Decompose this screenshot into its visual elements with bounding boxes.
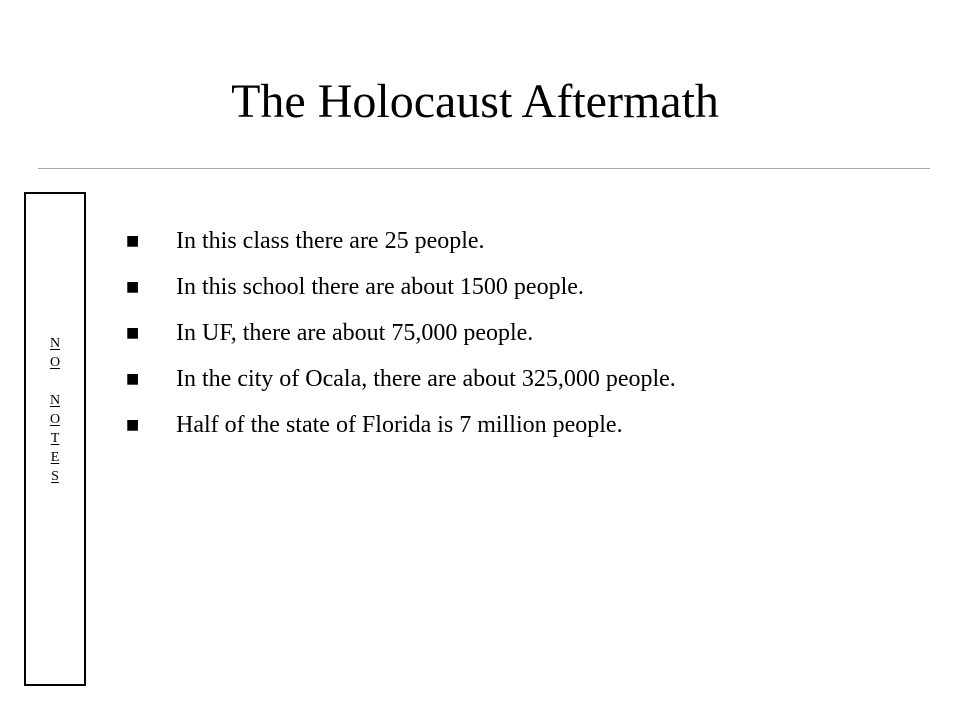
notes-letter: S <box>51 469 59 484</box>
notes-letter: T <box>50 431 60 446</box>
square-bullet-icon: ■ <box>126 233 140 249</box>
bullet-text: In the city of Ocala, there are about 325,000 people. <box>176 366 676 392</box>
notes-letter: E <box>50 450 60 465</box>
notes-letter: N <box>49 393 61 408</box>
no-notes-label <box>26 334 84 486</box>
square-bullet-icon: ■ <box>126 417 140 433</box>
bullet-item <box>120 310 920 356</box>
bullet-item <box>120 264 920 310</box>
bullet-item <box>120 402 920 448</box>
bullet-list <box>120 218 920 448</box>
bullet-item <box>120 356 920 402</box>
notes-letter: N <box>49 336 61 351</box>
bullet-text: In this school there are about 1500 people. <box>176 274 584 300</box>
square-bullet-icon: ■ <box>126 325 140 341</box>
slide-title: The Holocaust Aftermath <box>231 75 719 128</box>
notes-letter: O <box>49 355 61 370</box>
no-notes-box <box>24 192 86 686</box>
bullet-text: In this class there are 25 people. <box>176 228 485 254</box>
notes-letter-gap <box>26 372 84 391</box>
bullet-text: Half of the state of Florida is 7 million people. <box>176 412 623 438</box>
title-divider <box>38 168 930 169</box>
bullet-text: In UF, there are about 75,000 people. <box>176 320 534 346</box>
square-bullet-icon: ■ <box>126 279 140 295</box>
bullet-item <box>120 218 920 264</box>
square-bullet-icon: ■ <box>126 371 140 387</box>
notes-letter: O <box>49 412 61 427</box>
